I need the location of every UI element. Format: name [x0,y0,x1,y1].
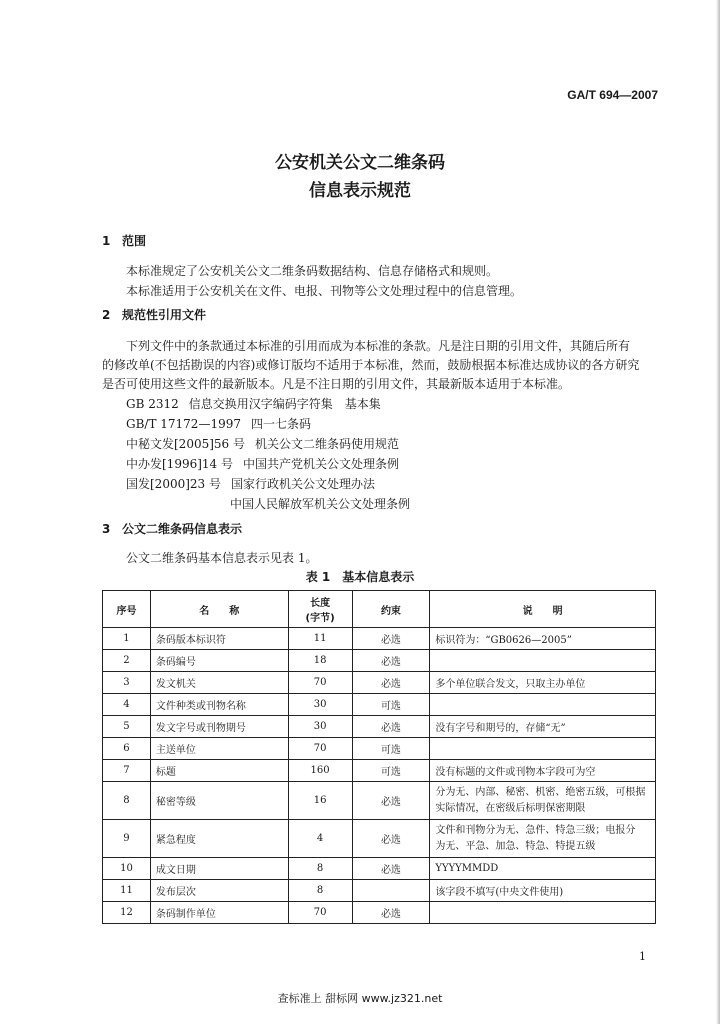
cell-name: 主送单位 [150,738,288,760]
header-length [288,591,352,628]
cell-name: 条码制作单位 [150,902,288,924]
cell-description: 没有标题的文件或刊物本字段可为空 [430,760,656,782]
header-length-line1: 长度 [310,598,331,609]
cell-description [430,694,656,716]
cell-description [430,820,656,858]
cell-seq: 4 [103,694,151,716]
cell-length: 70 [288,902,352,924]
cell-seq: 8 [103,782,151,820]
section-2-para-line-2: 的修改单(不包括勘误的内容)或修订版均不适用于本标准，然而，鼓励根据本标准达成协议的各方研究 [102,358,640,372]
description-line2: 实际情况，在密级后标明保密期限 [435,802,586,814]
cell-description: 多个单位联合发文，只取主办单位 [430,672,656,694]
table-row [103,760,656,782]
cell-seq: 2 [103,650,151,672]
header-seq: 序号 [103,591,151,628]
cell-length: 8 [288,858,352,880]
cell-seq: 11 [103,880,151,902]
table-caption: 表 1 基本信息表示 [305,570,415,584]
table-header-row [103,591,656,628]
description-line2: 为无、平急、加急、特急、特提五级 [435,840,596,852]
cell-description: YYYYMMDD [430,858,656,880]
cell-seq: 12 [103,902,151,924]
cell-name: 发文机关 [150,672,288,694]
cell-description [430,902,656,924]
reference-title: 机关公文二维条码使用规范 [255,437,400,451]
cell-seq: 9 [103,820,151,858]
table-row [103,650,656,672]
cell-name: 条码编号 [150,650,288,672]
reference-code: GB/T 17172—1997 [126,417,241,431]
cell-length: 16 [288,782,352,820]
reference-code: GB 2312 [126,397,179,411]
cell-description: 标识符为：“GB0626—2005” [430,628,656,650]
reference-code: 国发[2000]23 号 [126,477,221,491]
cell-length: 4 [288,820,352,858]
basic-info-table [102,590,656,924]
cell-name: 成文日期 [150,858,288,880]
cell-constraint: 必选 [352,628,430,650]
section-1-paragraph-1: 本标准规定了公安机关公文二维条码数据结构、信息存储格式和规则。 [126,264,499,278]
table-row [103,738,656,760]
cell-name: 紧急程度 [150,820,288,858]
cell-seq: 5 [103,716,151,738]
cell-description: 没有字号和期号的，存储“无” [430,716,656,738]
cell-constraint [352,880,430,902]
cell-seq: 10 [103,858,151,880]
cell-description [430,782,656,820]
cell-constraint: 必选 [352,650,430,672]
cell-constraint: 必选 [352,858,430,880]
scan-edge-shadow [716,0,720,1024]
header-length-line2: (字节) [305,613,335,624]
cell-name: 文件种类或刊物名称 [150,694,288,716]
reference-item [126,475,375,492]
cell-constraint: 必选 [352,902,430,924]
table-row [103,672,656,694]
cell-name: 发布层次 [150,880,288,902]
standard-number: GA/T 694—2007 [567,88,658,102]
header-constraint: 约束 [352,591,430,628]
cell-length: 70 [288,738,352,760]
header-name: 名 称 [150,591,288,628]
cell-constraint: 必选 [352,716,430,738]
document-title-line2: 信息表示规范 [309,181,411,201]
header-description: 说 明 [430,591,656,628]
cell-seq: 1 [103,628,151,650]
document-title-line1: 公安机关公文二维条码 [275,153,445,173]
section-2-para-line-1: 下列文件中的条款通过本标准的引用而成为本标准的条款。凡是注日期的引用文件，其随后所有 [126,339,631,353]
description-line1: 文件和刊物分为无、急件、特急三级；电报分 [435,824,636,836]
table-row [103,694,656,716]
cell-description [430,738,656,760]
cell-constraint: 可选 [352,760,430,782]
table-row [103,782,656,820]
reference-item [126,435,399,452]
cell-seq: 6 [103,738,151,760]
section-number: 1 [102,234,111,248]
section-2-para-line-3: 是否可使用这些文件的最新版本。凡是不注日期的引用文件，其最新版本适用于本标准。 [102,377,571,391]
table-row [103,902,656,924]
reference-title: 信息交换用汉字编码字符集 基本集 [188,397,381,411]
cell-length: 11 [288,628,352,650]
section-number: 2 [102,308,111,322]
cell-seq: 7 [103,760,151,782]
cell-length: 160 [288,760,352,782]
table-row [103,858,656,880]
section-3-heading [102,520,242,537]
cell-name: 秘密等级 [150,782,288,820]
cell-length: 30 [288,716,352,738]
section-title: 公文二维条码信息表示 [122,522,243,536]
description-line1: 分为无、内部、秘密、机密、绝密五级，可根据 [435,786,646,798]
cell-length: 18 [288,650,352,672]
reference-item [126,395,381,412]
section-2-heading [102,306,206,323]
reference-title: 中国人民解放军机关公文处理条例 [230,497,411,511]
cell-length: 30 [288,694,352,716]
cell-constraint: 必选 [352,782,430,820]
cell-name: 发文字号或刊物期号 [150,716,288,738]
table-row [103,716,656,738]
section-title: 规范性引用文件 [122,308,207,322]
cell-length: 70 [288,672,352,694]
table-row [103,628,656,650]
reference-code: 中秘文发[2005]56 号 [126,437,245,451]
footer-watermark-text: 查标准上 甜标网 www.jz321.net [277,992,443,1005]
reference-item [126,455,399,472]
reference-item [230,495,410,512]
section-1-heading [102,232,146,249]
cell-name: 标题 [150,760,288,782]
cell-constraint: 可选 [352,738,430,760]
table-row [103,820,656,858]
table-row [103,880,656,902]
cell-constraint: 可选 [352,694,430,716]
section-title: 范围 [122,234,147,248]
cell-name: 条码版本标识符 [150,628,288,650]
reference-item [126,415,311,432]
cell-constraint: 必选 [352,672,430,694]
section-3-paragraph-1: 公文二维条码基本信息表示见表 1。 [126,551,318,565]
cell-description: 该字段不填写(中央文件使用) [430,880,656,902]
section-number: 3 [102,522,111,536]
reference-code: 中办发[1996]14 号 [126,457,233,471]
section-1-paragraph-2: 本标准适用于公安机关在文件、电报、刊物等公文处理过程中的信息管理。 [126,284,523,298]
page-number: 1 [639,950,646,963]
reference-title: 中国共产党机关公文处理条例 [243,457,400,471]
reference-title: 国家行政机关公文处理办法 [231,477,376,491]
cell-description [430,650,656,672]
cell-constraint: 必选 [352,820,430,858]
cell-length: 8 [288,880,352,902]
reference-title: 四一七条码 [250,417,311,431]
cell-seq: 3 [103,672,151,694]
